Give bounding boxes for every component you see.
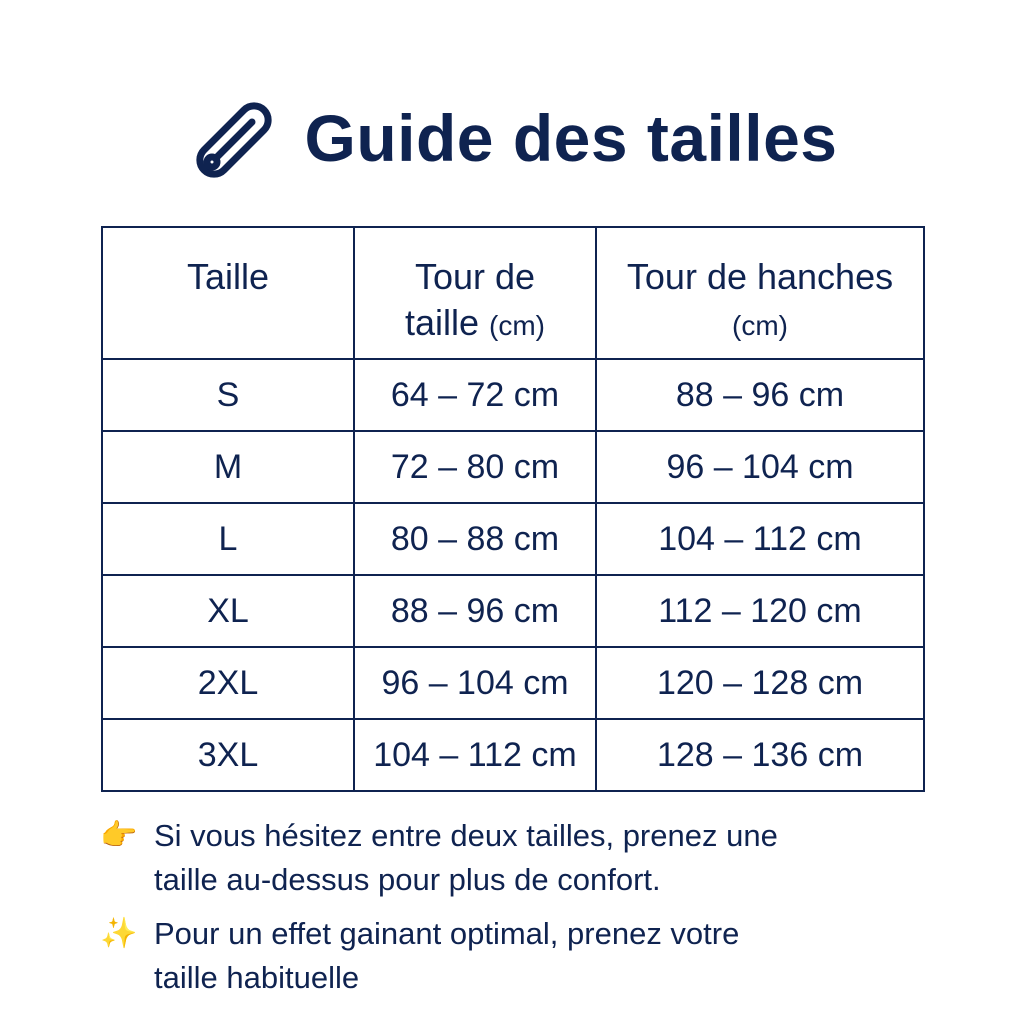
- note-line: Pour un effet gainant optimal, prenez votre: [154, 916, 740, 951]
- note-line: taille au-dessus pour plus de confort.: [154, 862, 661, 897]
- header-size: [102, 227, 354, 359]
- header-hips-unit: (cm): [732, 310, 788, 341]
- cell-waist: 72 – 80 cm: [354, 431, 596, 503]
- cell-size: 3XL: [102, 719, 354, 791]
- page-title: Guide des tailles: [304, 101, 838, 175]
- note-shaping-advice: [98, 912, 938, 1000]
- cell-size: XL: [102, 575, 354, 647]
- cell-hips: 104 – 112 cm: [596, 503, 924, 575]
- cell-size: S: [102, 359, 354, 431]
- notes-section: [98, 814, 938, 1010]
- header-hips-line1: Tour de hanches: [626, 256, 894, 297]
- pointing-hand-icon: 👉: [100, 819, 138, 852]
- table-row: [102, 719, 924, 791]
- cell-waist: 96 – 104 cm: [354, 647, 596, 719]
- table-row: [102, 647, 924, 719]
- cell-waist: 80 – 88 cm: [354, 503, 596, 575]
- note-text: [154, 814, 938, 902]
- header-hips: [596, 227, 924, 359]
- header-waist-line1: Tour de: [414, 256, 536, 297]
- cell-hips: 128 – 136 cm: [596, 719, 924, 791]
- sparkles-icon: ✨: [100, 917, 138, 950]
- table-row: [102, 575, 924, 647]
- note-line: Si vous hésitez entre deux tailles, prenez une: [154, 818, 778, 853]
- table-row: [102, 503, 924, 575]
- cell-size: 2XL: [102, 647, 354, 719]
- cell-hips: 112 – 120 cm: [596, 575, 924, 647]
- page-header: [0, 88, 1024, 188]
- cell-size: L: [102, 503, 354, 575]
- cell-hips: 88 – 96 cm: [596, 359, 924, 431]
- note-size-advice: [98, 814, 938, 902]
- cell-waist: 104 – 112 cm: [354, 719, 596, 791]
- table-row: [102, 359, 924, 431]
- cell-hips: 120 – 128 cm: [596, 647, 924, 719]
- tape-measure-icon: [186, 92, 278, 184]
- size-chart-table: [101, 226, 925, 792]
- table-header-row: [102, 227, 924, 359]
- cell-size: M: [102, 431, 354, 503]
- header-waist-unit: (cm): [489, 310, 546, 341]
- table-row: [102, 431, 924, 503]
- header-waist: [354, 227, 596, 359]
- note-line: taille habituelle: [154, 960, 360, 995]
- note-text: [154, 912, 938, 1000]
- cell-waist: 64 – 72 cm: [354, 359, 596, 431]
- cell-hips: 96 – 104 cm: [596, 431, 924, 503]
- header-waist-line2: taille: [404, 302, 480, 343]
- header-size-label: Taille: [186, 256, 270, 297]
- cell-waist: 88 – 96 cm: [354, 575, 596, 647]
